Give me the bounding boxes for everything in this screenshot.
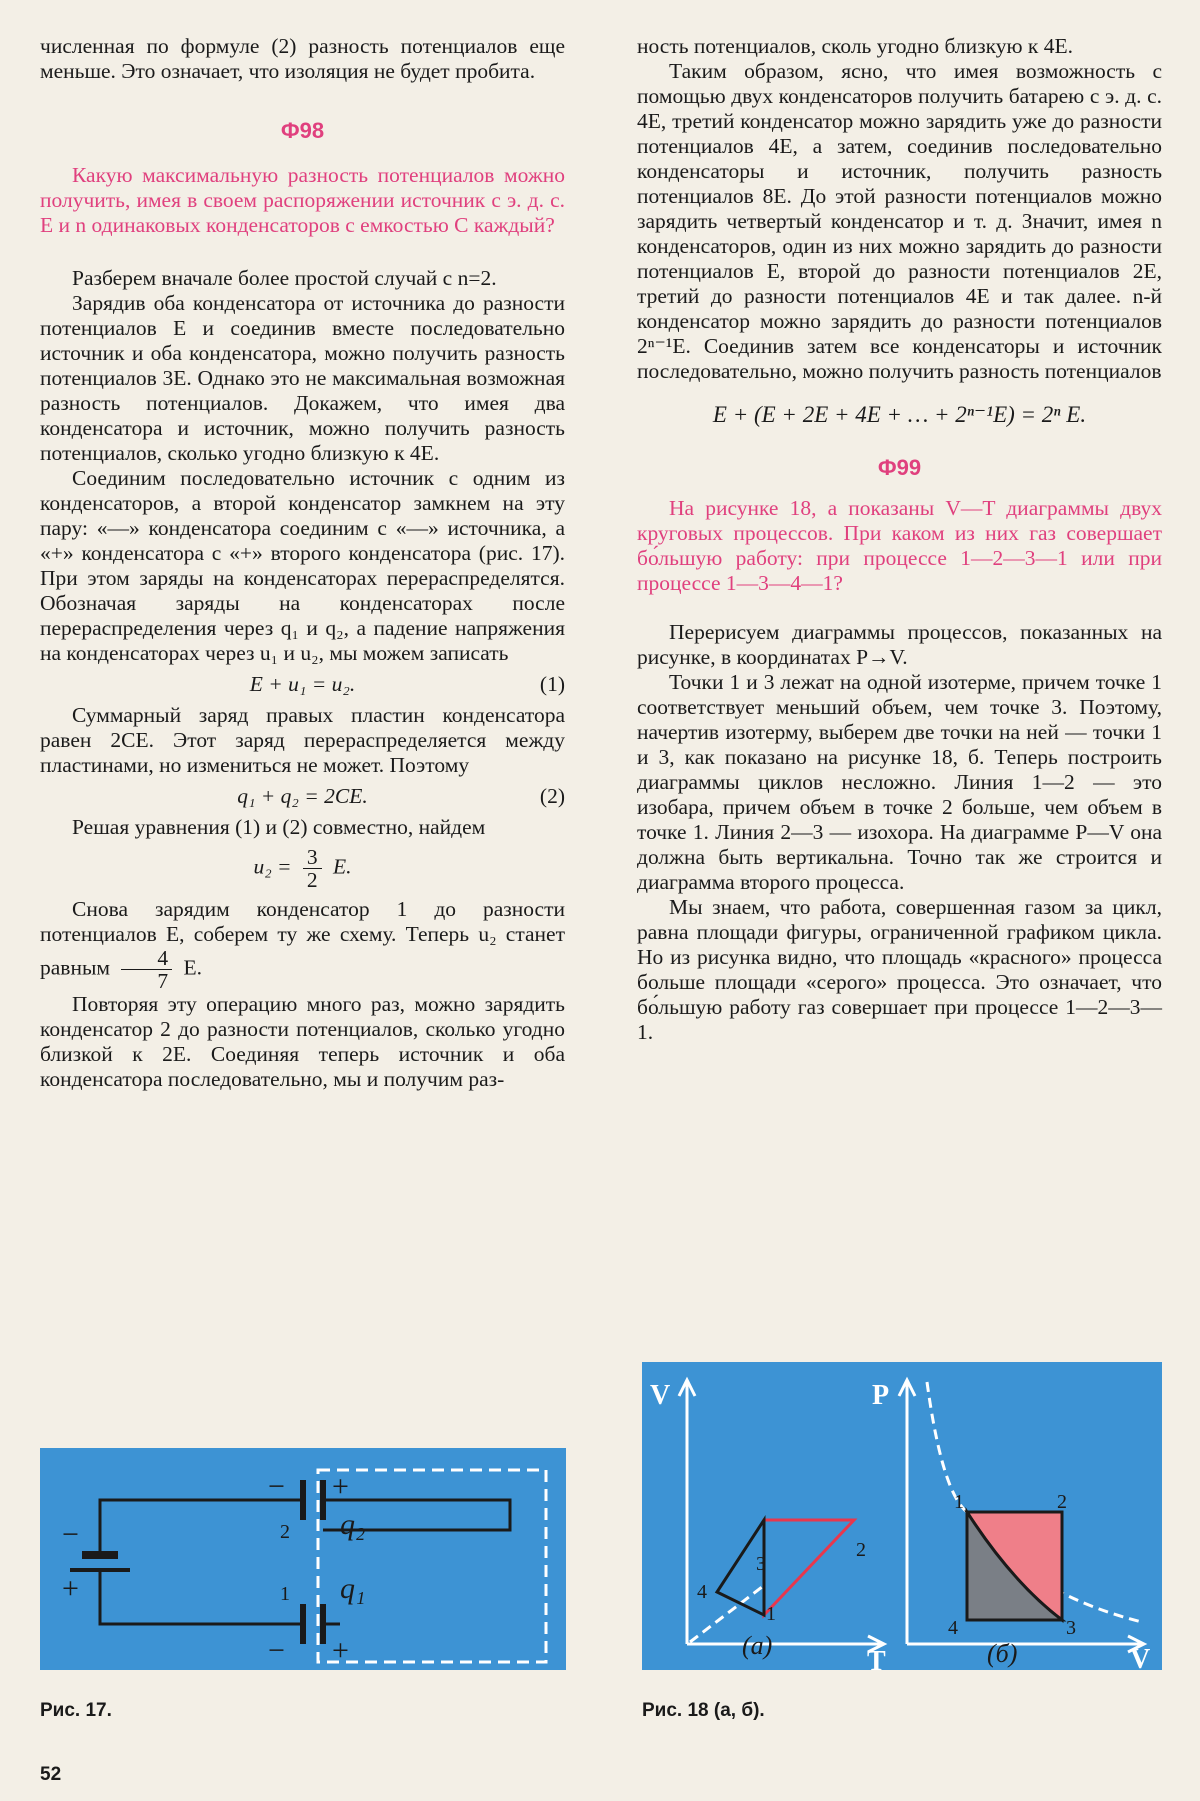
page-number: 52	[40, 1764, 62, 1785]
figure-17-caption: Рис. 17.	[40, 1700, 112, 1721]
problem-f99-text: На рисунке 18, а показаны V—T диаграммы двух круговых процессов. При каком из них газ совершает бо́льшую работу: при процессе 1—2—3—1 или при процессе 1—3—4—1?	[637, 496, 1162, 595]
cap1-plus: +	[332, 1634, 349, 1667]
cap2-minus: −	[268, 1470, 285, 1503]
a-point-3: 3	[756, 1553, 766, 1575]
b-point-4: 4	[948, 1617, 958, 1639]
cap2-number: 2	[280, 1521, 290, 1543]
equation-2	[40, 784, 565, 809]
equation-3-numerator: 3	[303, 846, 322, 869]
left-paragraph-6: Решая уравнения (1) и (2) совместно, найдем	[72, 815, 486, 839]
paragraph-7-numerator: 4	[121, 947, 172, 970]
equation-3-lhs: u₂ =	[253, 854, 292, 879]
circuit-diagram	[40, 1448, 566, 1670]
problem-f99-title: Ф99	[877, 455, 922, 480]
a-label-v: V	[650, 1380, 671, 1411]
left-column	[40, 34, 565, 1092]
equation-4: E + (E + 2E + 4E + … + 2ⁿ⁻¹E) = 2ⁿ E.	[712, 402, 1087, 427]
equation-3	[40, 846, 565, 891]
a-point-4: 4	[697, 1581, 707, 1603]
equation-2-body: q₁ + q₂ = 2CE.	[237, 784, 368, 808]
right-paragraph-4: Точки 1 и 3 лежат на одной изотерме, причем точке 1 соответствует меньший объем, чем точке 3. Поэтому, начертив изотерму, выберем две точки на ней — точки 1 и 3, как показано на рисунке 18, б. Теперь построить диаграммы циклов несложно. Линия 1—2 — это изобара, причем объем в точке 2 больше, чем объем в точке 1. Линия 2—3 — изохора. На диаграмме P—V она должна быть вертикальна. Точно так же строится и диаграмма второго процесса.	[637, 670, 1162, 894]
problem-f98-title: Ф98	[280, 118, 325, 143]
source-plus: +	[62, 1572, 79, 1605]
right-paragraph-1: ность потенциалов, сколь угодно близкую к 4E.	[637, 34, 1073, 58]
right-column	[637, 34, 1162, 1045]
a-point-2: 2	[856, 1539, 866, 1561]
equation-3-rhs: E.	[333, 854, 352, 879]
b-tag: (б)	[987, 1639, 1018, 1668]
a-tag: (а)	[742, 1631, 773, 1660]
b-point-1: 1	[954, 1491, 964, 1513]
left-paragraph-5: Суммарный заряд правых пластин конденсатора равен 2CE. Этот заряд перераспределяется между пластинами, но измениться не может. Поэтому	[40, 703, 565, 777]
equation-2-number: (2)	[539, 784, 565, 808]
process-diagrams	[642, 1362, 1162, 1670]
paragraph-7-denominator: 7	[157, 969, 169, 993]
left-paragraph-7	[40, 897, 565, 992]
a-label-t: T	[867, 1646, 886, 1670]
charge-q1: q₁	[340, 1572, 366, 1605]
right-paragraph-5: Мы знаем, что работа, совершенная газом за цикл, равна площади фигуры, ограниченной графиком цикла. Но из рисунка видно, что площадь «красного» процесса больше площади «серого» процесса. Это означает, что бо́льшую работу газ совершает при процессе 1—2—3—1.	[637, 895, 1162, 1044]
cap1-minus: −	[268, 1634, 285, 1667]
left-paragraph-8: Повторяя эту операцию много раз, можно зарядить конденсатор 2 до разности потенциалов, сколько угодно близкой к 2E. Соединяя теперь источник и оба конденсатора последовательно, мы и получим раз-	[40, 992, 565, 1091]
paragraph-7-tail: E.	[183, 955, 203, 980]
cap1-number: 1	[280, 1583, 290, 1605]
paragraph-7-fraction	[121, 947, 172, 992]
left-paragraph-3: Зарядив оба конденсатора от источника до разности потенциалов E и соединив вместе последовательно источник и оба конденсатора, можно получить разность потенциалов 3E. Однако это не максимальная возможная разность потенциалов. Докажем, что имея два конденсатора и источник, можно получить разность потенциалов, сколько угодно близкую к 4E.	[40, 291, 565, 465]
figure-17	[40, 1448, 566, 1670]
equation-1	[40, 672, 565, 697]
equation-1-number: (1)	[539, 672, 565, 696]
figure-18	[642, 1362, 1162, 1670]
charge-q2: q₂	[340, 1508, 366, 1541]
wire-bottom-left	[100, 1570, 303, 1624]
wire-top-left	[100, 1500, 303, 1555]
a-point-1: 1	[766, 1603, 776, 1625]
equation-3-denominator: 2	[306, 868, 318, 892]
left-paragraph-7-text: Снова зарядим конденсатор 1 до разности потенциалов E, соберем ту же схему. Теперь u₂ станет равным	[40, 897, 565, 980]
equation-1-body: E + u₁ = u₂.	[249, 672, 356, 696]
right-paragraph-2: Таким образом, ясно, что имея возможность с помощью двух конденсаторов получить батарею с э. д. с. 4E, третий конденсатор можно зарядить уже до разности потенциалов 4E, а затем, соединив последовательно конденсаторы и источник, получить разность потенциалов 8E. До этой разности потенциалов можно зарядить четвертый конденсатор и т. д. Значит, имея n конденсаторов, один из них можно зарядить до разности потенциалов E, второй до разности потенциалов 2E, третий до разности потенциалов 4E и так далее. n-й конденсатор можно зарядить до разности потенциалов 2ⁿ⁻¹E. Соединив затем все конденсаторы и источник последовательно, можно получить разность потенциалов	[637, 59, 1162, 383]
b-point-2: 2	[1057, 1491, 1067, 1513]
left-paragraph-1: численная по формуле (2) разность потенциалов еще меньше. Это означает, что изоляция не будет пробита.	[40, 34, 565, 83]
problem-f98-text: Какую максимальную разность потенциалов можно получить, имея в своем распоряжении источник с э. д. с. E и n одинаковых конденсаторов с емкостью C каждый?	[40, 163, 565, 237]
b-label-v: V	[1130, 1644, 1151, 1670]
left-paragraph-4: Соединим последовательно источник с одним из конденсаторов, а второй конденсатор замкнем на эту пару: «—» конденсатора соединим с «—» источника, а «+» конденсатора с «+» второго конденсатора (рис. 17). При этом заряды на конденсаторах перераспределятся. Обозначая заряды на конденсаторах после перераспределения через q₁ и q₂, а падение напряжения на конденсаторах через u₁ и u₂, мы можем записать	[40, 466, 565, 665]
left-paragraph-2: Разберем вначале более простой случай с n=2.	[72, 266, 497, 290]
b-label-p: P	[872, 1380, 890, 1411]
figure-18-caption: Рис. 18 (а, б).	[642, 1700, 765, 1721]
a-red-cycle	[764, 1520, 854, 1615]
cap2-plus: +	[332, 1470, 349, 1503]
b-point-3: 3	[1066, 1617, 1076, 1639]
equation-3-fraction	[303, 846, 322, 891]
source-minus: −	[62, 1518, 79, 1551]
right-paragraph-3: Перерисуем диаграммы процессов, показанных на рисунке, в координатах P→V.	[637, 620, 1162, 669]
